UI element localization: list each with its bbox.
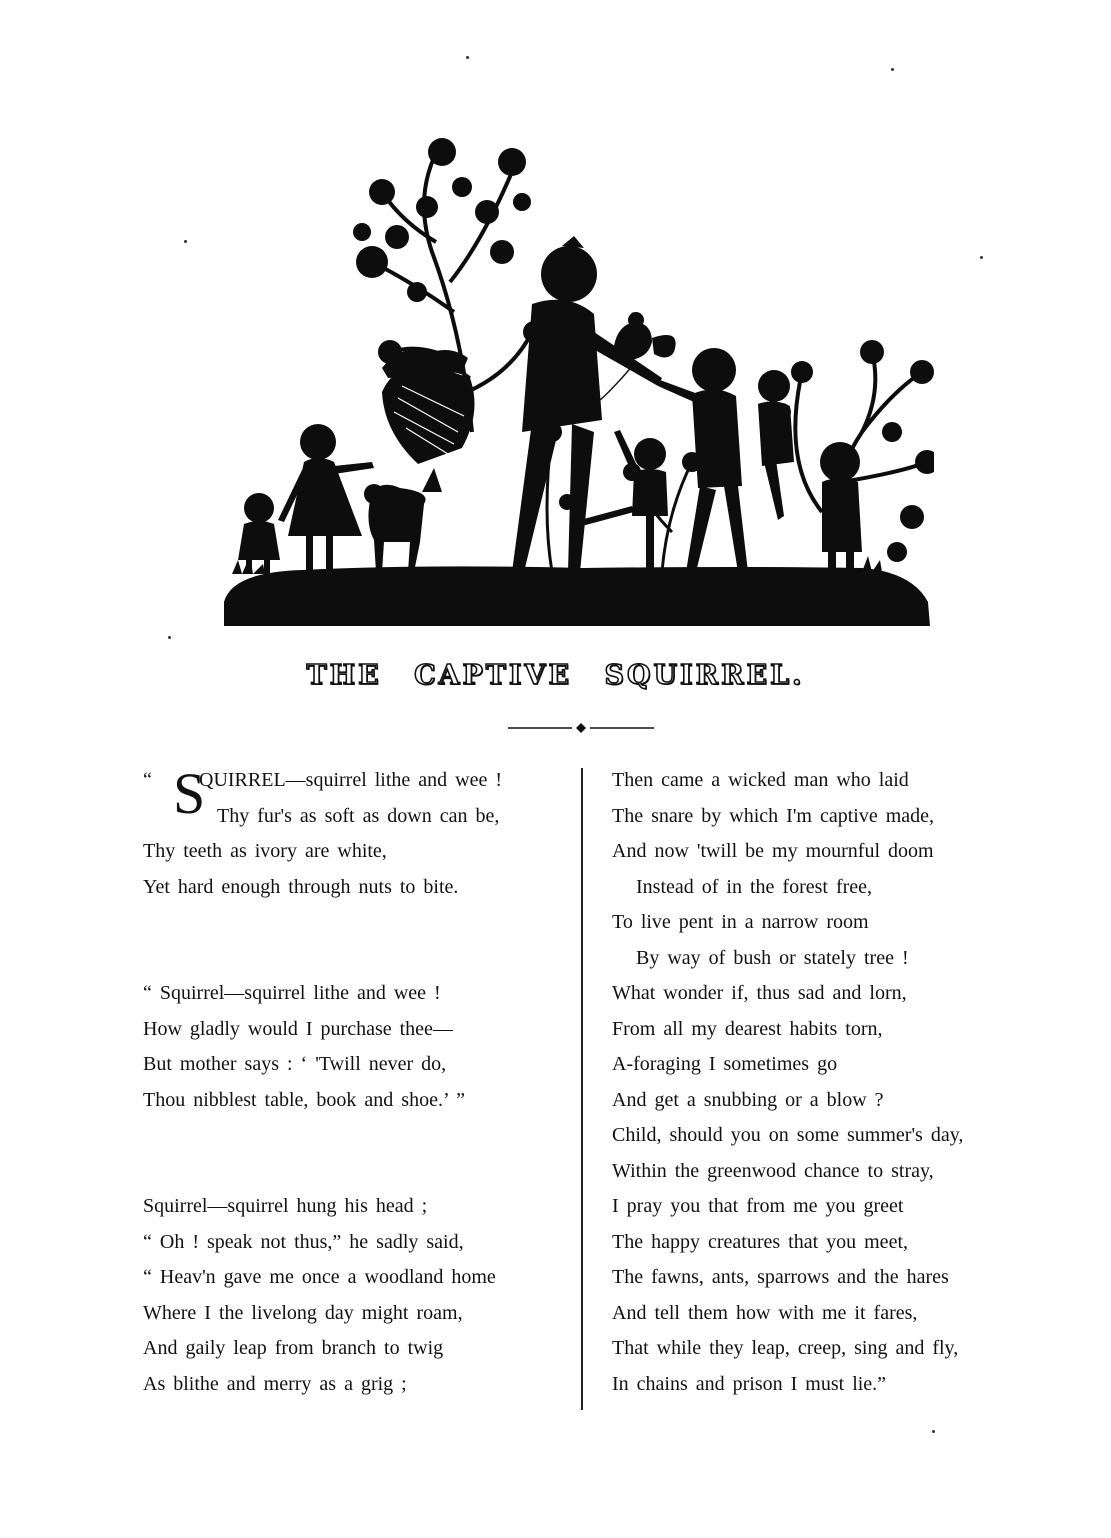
poem-line: Instead of in the forest free, [636,875,873,898]
poem-line: In chains and prison I must lie.” [612,1372,887,1395]
poem-line: How gladly would I purchase thee— [143,1017,453,1040]
title-ornament [508,722,654,734]
poem-line: What wonder if, thus sad and lorn, [612,982,907,1004]
poem-line: Yet hard enough through nuts to bite. [143,875,459,898]
print-speck [466,56,469,59]
poem-line: Child, should you on some summer's day, [612,1124,964,1146]
opening-quote: “ [143,769,152,791]
poem-line: “ Squirrel—squirrel lithe and wee ! [143,982,441,1004]
poem-line: That while they leap, creep, sing and fly, [612,1337,959,1359]
poem-line: I pray you that from me you greet [612,1195,904,1217]
silhouette-illustration [222,132,934,628]
poem-line: And get a snubbing or a blow ? [612,1088,884,1111]
print-speck [184,240,187,243]
poem-line: “ Heav'n gave me once a woodland home [143,1266,496,1288]
poem-line: Then came a wicked man who laid [612,769,909,791]
print-speck [932,1430,935,1433]
poem-line: The snare by which I'm captive made, [612,804,935,827]
poem-line: Thy fur's as soft as down can be, [217,804,500,827]
poem-line: Where I the livelong day might roam, [143,1301,463,1324]
small-child-silhouette [820,442,862,574]
poem-line: And tell them how with me it fares, [612,1301,918,1324]
poem-line: Squirrel—squirrel hung his head ; [143,1195,428,1217]
print-speck [891,68,894,71]
poem-line: “ Oh ! speak not thus,” he sadly said, [143,1230,464,1253]
poem-line: To live pent in a narrow room [612,911,869,933]
squirrel-silhouette [614,312,676,360]
column-divider [581,768,583,1410]
left-tree-foliage [353,138,545,364]
poem-line: A-foraging I sometimes go [612,1053,838,1075]
poem-line: The fawns, ants, sparrows and the hares [612,1266,949,1288]
girl-silhouette [278,424,374,572]
print-speck [168,636,171,639]
ground-silhouette [224,566,930,626]
print-speck [980,256,983,259]
stanza-gap [143,905,573,976]
left-column [143,763,573,1402]
right-column [612,763,1052,1402]
poem-line: As blithe and merry as a grig ; [143,1372,407,1395]
older-child-silhouette [658,348,748,572]
poem-line: And now 'twill be my mournful doom [612,840,934,862]
first-line-text: QUIRREL—squirrel lithe and wee ! [199,769,503,791]
poem-line: By way of bush or stately tree ! [636,946,909,969]
reaching-child-silhouette [580,430,668,572]
poem-title: THE CAPTIVE SQUIRREL. [306,660,805,691]
poem-line: And gaily leap from branch to twig [143,1337,444,1359]
dog-silhouette [364,468,442,572]
poem-line: The happy creatures that you meet, [612,1230,908,1253]
basket-silhouette [382,349,475,464]
poem-line: Thou nibblest table, book and shoe.’ ” [143,1088,466,1111]
climbing-child-silhouette [758,370,794,520]
poem-line: Thy teeth as ivory are white, [143,840,387,862]
poem-line: From all my dearest habits torn, [612,1017,883,1040]
drop-cap: S [173,761,206,826]
stanza-gap [143,1118,573,1189]
toddler-silhouette [238,493,280,574]
poem-line: Within the greenwood chance to stray, [612,1159,934,1182]
poem-line: But mother says : ‘ 'Twill never do, [143,1053,447,1075]
